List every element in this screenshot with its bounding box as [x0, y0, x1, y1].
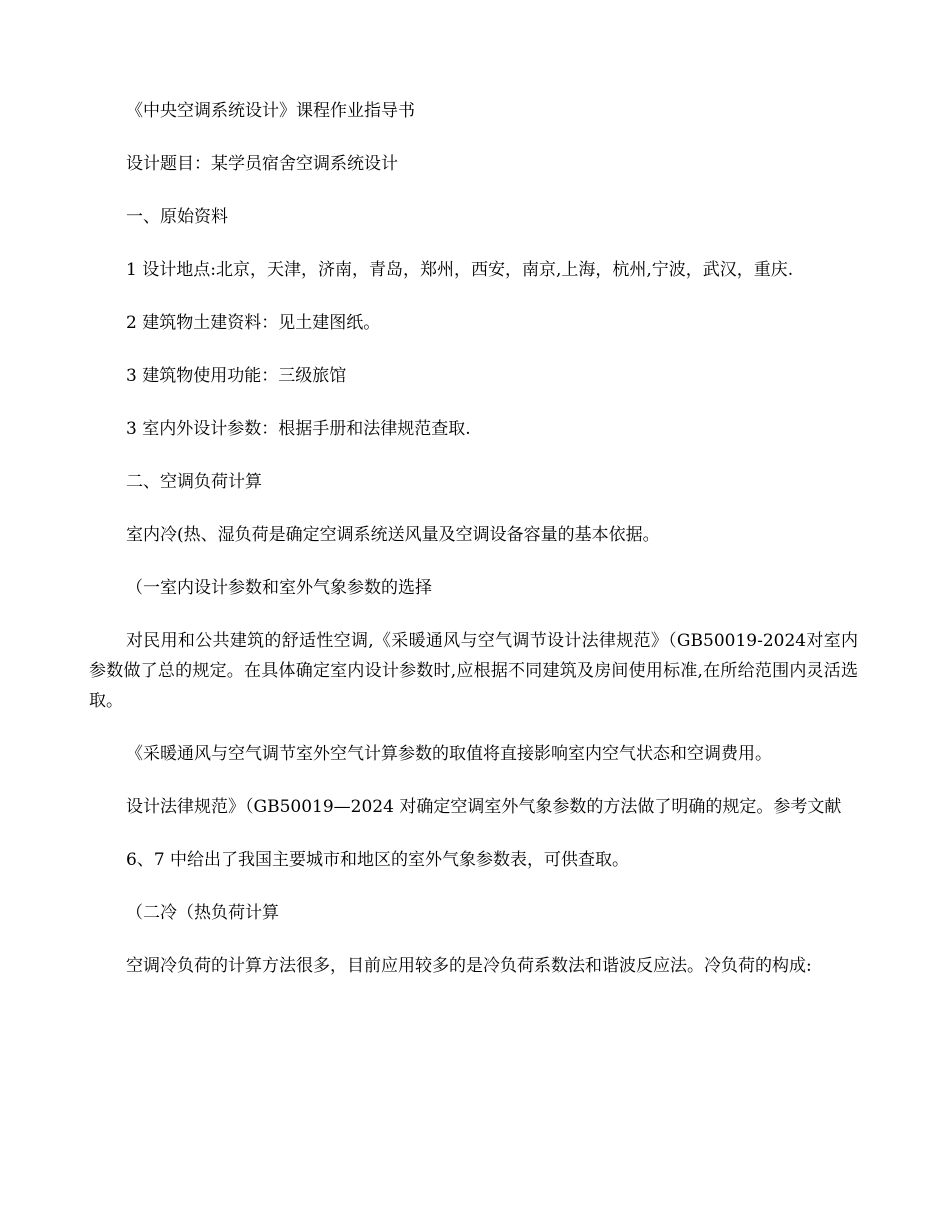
paragraph-standard-reference: 设计法律规范》（GB50019—2024 对确定空调室外气象参数的方法做了明确的规定。参考文献 [126, 797, 842, 817]
paragraph-reference-tables: 6、7 中给出了我国主要城市和地区的室外气象参数表，可供查取。 [126, 850, 630, 870]
paragraph-building-data: 2 建筑物土建资料：见土建图纸。 [126, 313, 381, 333]
document-title: 《中央空调系统设计》课程作业指导书 [126, 101, 415, 121]
section-heading-1: 一、原始资料 [126, 207, 228, 227]
subsection-heading-1: （一室内设计参数和室外气象参数的选择 [126, 578, 432, 598]
design-topic: 设计题目：某学员宿舍空调系统设计 [126, 154, 398, 174]
section-heading-2: 二、空调负荷计算 [126, 472, 262, 492]
subsection-heading-2: （二冷（热负荷计算 [126, 903, 279, 923]
paragraph-design-location: 1 设计地点:北京，天津，济南，青岛，郑州，西安，南京,上海，杭州,宁波，武汉，重庆. [126, 260, 794, 280]
paragraph-cooling-load-methods: 空调冷负荷的计算方法很多，目前应用较多的是冷负荷系数法和谐波反应法。冷负荷的构成: [126, 956, 812, 976]
paragraph-building-function: 3 建筑物使用功能：三级旅馆 [126, 366, 347, 386]
paragraph-outdoor-parameters: 《采暖通风与空气调节室外空气计算参数的取值将直接影响室内空气状态和空调费用。 [126, 744, 772, 764]
paragraph-indoor-parameters: 对民用和公共建筑的舒适性空调,《采暖通风与空气调节设计法律规范》（GB50019-2024对室内参数做了总的规定。在具体确定室内设计参数时,应根据不同建筑及房间使用标准,在所给范围内灵活选取。 [89, 631, 858, 711]
paragraph-load-basis: 室内冷(热、湿负荷是确定空调系统送风量及空调设备容量的基本依据。 [126, 525, 660, 545]
paragraph-design-parameters: 3 室内外设计参数：根据手册和法律规范查取. [126, 419, 471, 439]
